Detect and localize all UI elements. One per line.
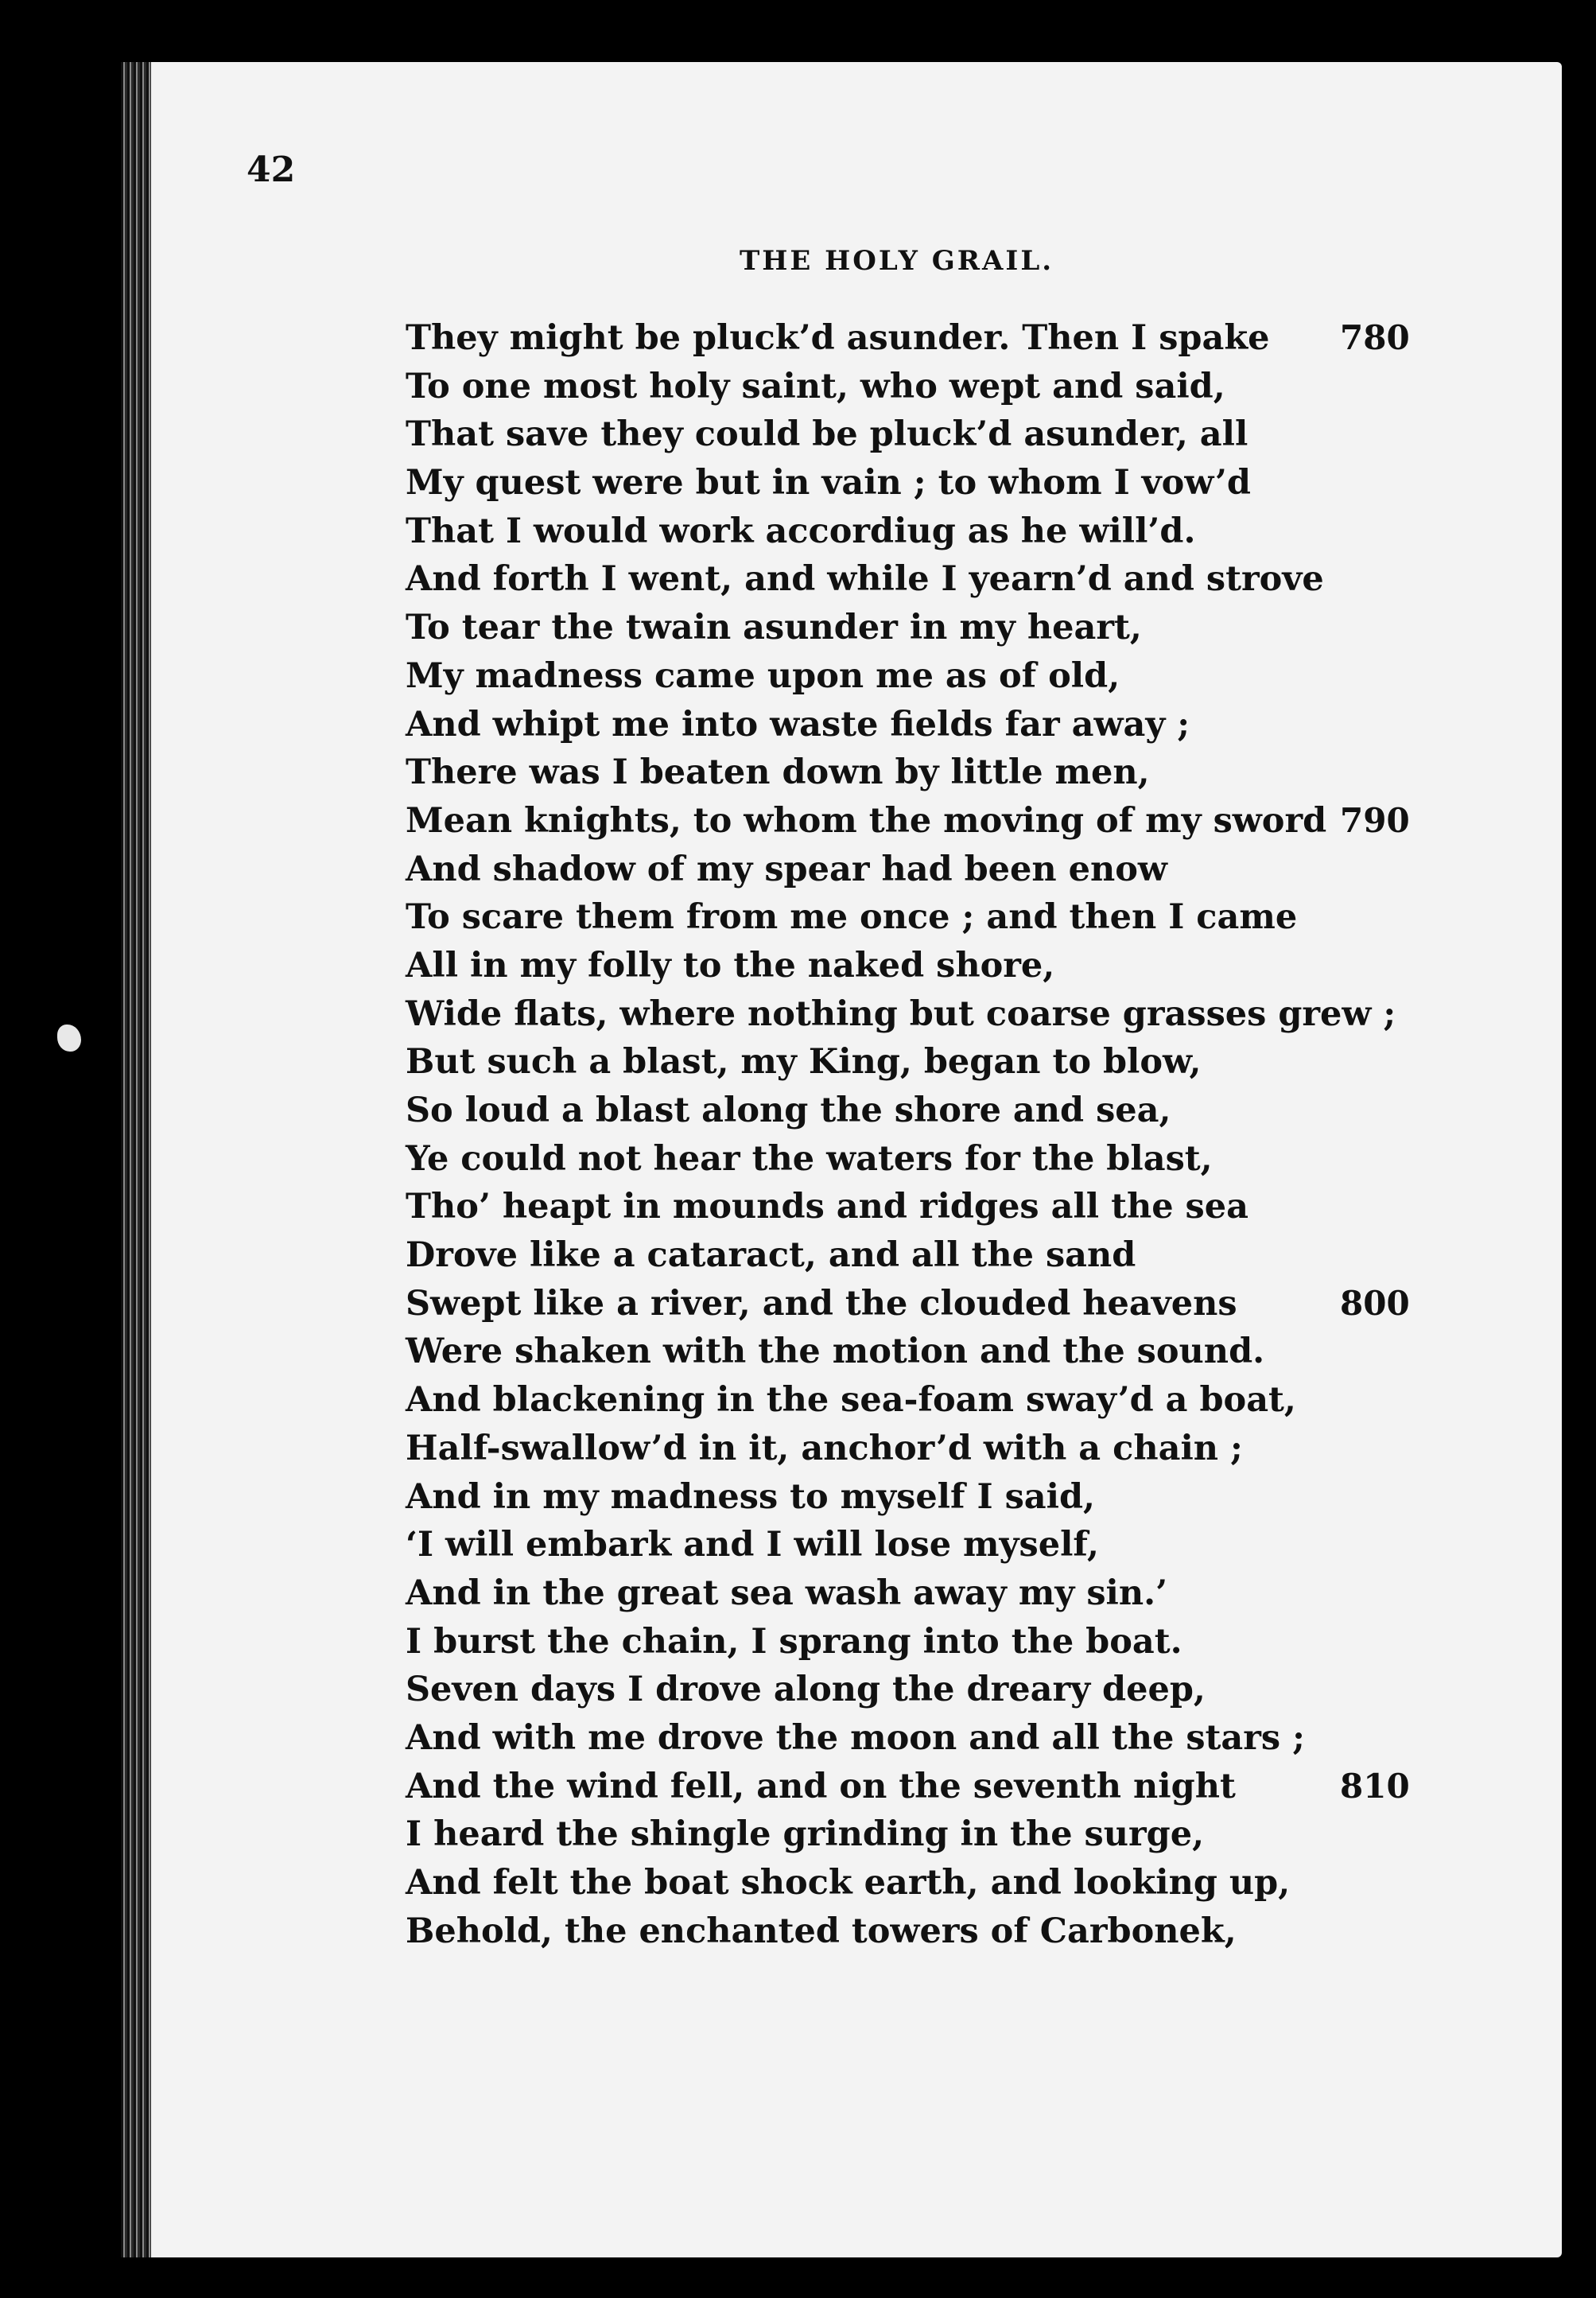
line-text: To scare them from me once ; and then I came: [406, 897, 1298, 938]
line-text: And with me drove the moon and all the stars ;: [406, 1717, 1305, 1758]
page-number: 42: [247, 150, 296, 190]
line-text: Seven days I drove along the dreary deep,: [406, 1670, 1206, 1710]
line-text: Swept like a river, and the clouded heavens: [406, 1283, 1237, 1324]
poem-line: [406, 604, 1344, 652]
line-text: And forth I went, and while I yearn’d and strove: [406, 559, 1324, 600]
line-text: And in the great sea wash away my sin.’: [406, 1573, 1168, 1613]
line-text: All in my folly to the naked shore,: [406, 945, 1055, 986]
line-text: I burst the chain, I sprang into the boat.: [406, 1621, 1182, 1662]
poem-line: [406, 652, 1344, 701]
poem-line: [406, 363, 1344, 411]
line-text: And in my madness to myself I said,: [406, 1476, 1096, 1517]
margin-mark: [57, 1025, 81, 1052]
line-text: Ye could not hear the waters for the blast,: [406, 1138, 1213, 1179]
line-number: 780: [1340, 318, 1410, 357]
running-head: THE HOLY GRAIL.: [740, 245, 1054, 277]
poem-line: [406, 1231, 1344, 1280]
line-text: Behold, the enchanted towers of Carbonek,: [406, 1911, 1237, 1951]
line-text: And felt the boat shock earth, and looking up,: [406, 1863, 1291, 1903]
line-text: There was I beaten down by little men,: [406, 752, 1150, 793]
line-text: ‘I will embark and I will lose myself,: [406, 1525, 1099, 1565]
line-text: So loud a blast along the shore and sea,: [406, 1091, 1171, 1130]
line-text: Were shaken with the motion and the sound.: [406, 1332, 1265, 1372]
poem-line: [406, 459, 1344, 507]
line-text: They might be pluck’d asunder. Then I spake: [406, 318, 1270, 358]
line-text: That save they could be pluck’d asunder, all: [406, 414, 1248, 455]
poem-line: [406, 1714, 1344, 1763]
poem-line: [406, 555, 1344, 604]
poem-line: [406, 990, 1396, 1039]
poem-line: [406, 701, 1344, 749]
line-text: And the wind fell, and on the seventh night: [406, 1766, 1236, 1806]
line-number: 790: [1340, 800, 1410, 840]
line-text: I heard the shingle grinding in the surge,: [406, 1814, 1205, 1855]
line-text: My quest were but in vain ; to whom I vow’d: [406, 463, 1251, 504]
page-binding-edge: [121, 62, 151, 2257]
poem-line: [406, 1859, 1344, 1907]
poem-line: [406, 1810, 1344, 1859]
poem-line: [406, 1666, 1344, 1714]
line-text: But such a blast, my King, began to blow,: [406, 1042, 1202, 1083]
line-text: My madness came upon me as of old,: [406, 655, 1120, 696]
poem-line: [406, 1183, 1344, 1231]
poem-line: [406, 507, 1344, 556]
line-number: 800: [1340, 1283, 1410, 1323]
poem-line: [406, 846, 1344, 894]
line-text: Mean knights, to whom the moving of my sword: [406, 800, 1327, 841]
poem-line: [406, 314, 1410, 363]
poem-line: [406, 1521, 1344, 1569]
poem-line: [406, 797, 1410, 846]
poem-line: [406, 1135, 1344, 1184]
line-text: That I would work accordiug as he will’d.: [406, 511, 1196, 551]
poem-line: [406, 1328, 1344, 1376]
line-text: Drove like a cataract, and all the sand: [406, 1235, 1136, 1276]
poem-line: [406, 1038, 1344, 1087]
poem-line: [406, 1763, 1410, 1811]
poem-line: [406, 1569, 1344, 1618]
line-text: And whipt me into waste fields far away ;: [406, 704, 1190, 745]
poem-line: [406, 1473, 1344, 1522]
poem-line: [406, 1280, 1410, 1328]
poem-line: [406, 1087, 1344, 1135]
poem-lines: [406, 314, 1410, 1955]
poem-line: [406, 1425, 1344, 1473]
line-number: 810: [1340, 1766, 1410, 1806]
line-text: To one most holy saint, who wept and said,: [406, 366, 1225, 406]
poem-line: [406, 1907, 1344, 1956]
poem-line: [406, 1376, 1344, 1425]
poem-line: [406, 410, 1344, 459]
line-text: And blackening in the sea-foam sway’d a boat,: [406, 1380, 1296, 1421]
line-text: Wide flats, where nothing but coarse grasses grew ;: [406, 993, 1396, 1034]
line-text: To tear the twain asunder in my heart,: [406, 608, 1142, 648]
line-text: Half-swallow’d in it, anchor’d with a chain ;: [406, 1428, 1243, 1468]
line-text: And shadow of my spear had been enow: [406, 849, 1167, 889]
line-text: Tho’ heapt in mounds and ridges all the sea: [406, 1187, 1248, 1227]
poem-line: [406, 893, 1344, 942]
poem-line: [406, 749, 1344, 797]
poem-line: [406, 942, 1344, 990]
poem-line: [406, 1618, 1344, 1666]
